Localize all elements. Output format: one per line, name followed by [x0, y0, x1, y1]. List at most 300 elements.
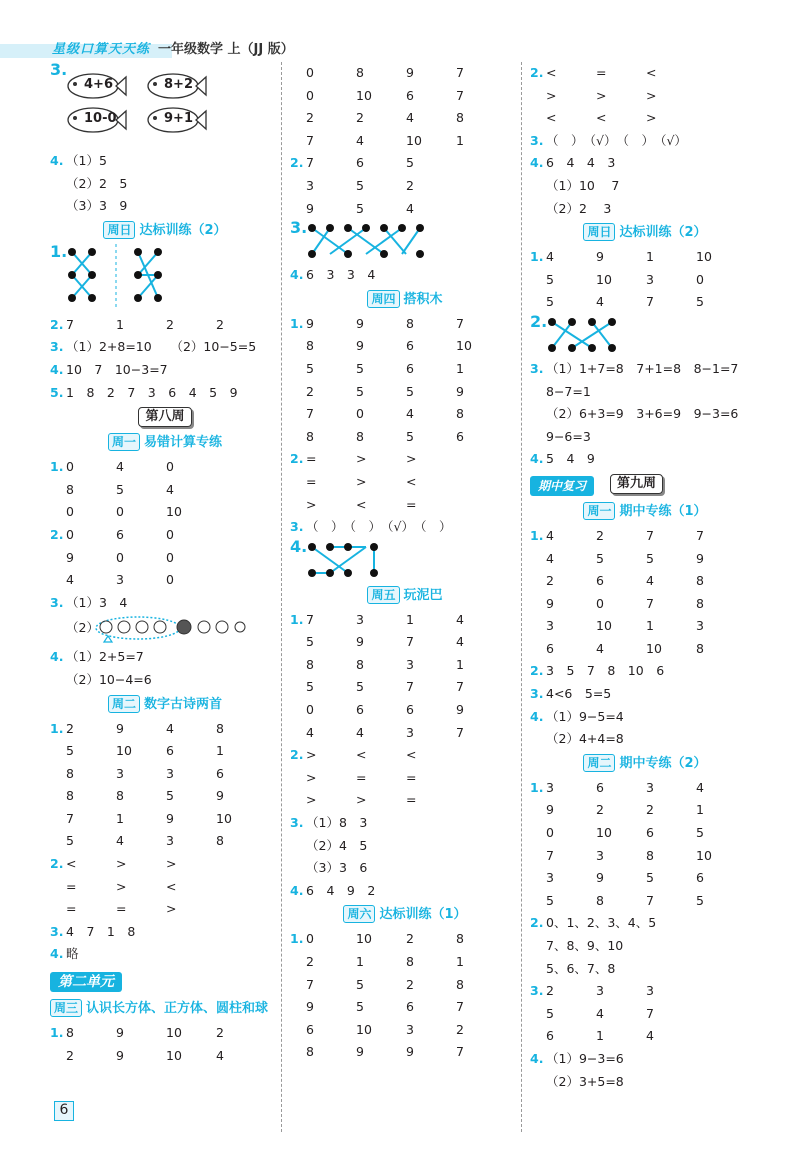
answer-cell: 9	[116, 1025, 124, 1041]
answer-row	[530, 107, 760, 130]
answer-cell: 3	[596, 847, 604, 863]
answer-cell: 2	[406, 976, 414, 992]
answer-row	[530, 728, 760, 751]
answer-cell: 9	[456, 702, 464, 718]
column-divider-1	[281, 62, 282, 1132]
answer-text: 5、6、7、8	[546, 960, 616, 976]
answer-cell: 5	[356, 383, 364, 399]
answer-row	[290, 494, 520, 517]
question-number: 4.	[50, 153, 64, 168]
answer-cell: 7	[646, 1005, 654, 1021]
answer-cell: >	[406, 451, 417, 467]
answer-text: 4 7 1 8	[66, 923, 136, 939]
question-number: 1.	[530, 527, 544, 543]
section-heading	[290, 287, 520, 313]
answer-text: 6 3 3 4	[306, 267, 376, 283]
answer-cell: 7	[456, 65, 464, 80]
dot-matching-diagram	[306, 220, 436, 264]
answer-row	[530, 358, 760, 381]
answer-row	[50, 669, 280, 692]
section-tag: 周四	[367, 290, 399, 308]
section-title: 数字古诗两首	[144, 696, 223, 712]
answer-cell: =	[116, 901, 127, 917]
question-number: 2.	[50, 856, 64, 872]
answer-cell: 0	[356, 406, 364, 422]
answer-row	[530, 660, 760, 683]
answer-cell: 8	[696, 640, 704, 656]
dot-matching-question	[530, 311, 760, 358]
section-title: 认识长方体、正方体、圆柱和球	[86, 1001, 269, 1017]
answer-cell: 3	[646, 983, 654, 999]
answer-row	[290, 812, 520, 835]
answer-row	[290, 767, 520, 790]
answer-cell: >	[546, 87, 557, 103]
dot-matching-question	[290, 220, 520, 264]
answer-row	[290, 789, 520, 812]
answer-cell: 3	[546, 779, 554, 795]
answer-row	[50, 921, 280, 944]
answer-cell: >	[116, 856, 127, 872]
answer-row	[290, 107, 520, 130]
answer-row	[290, 471, 520, 494]
answer-row	[50, 830, 280, 853]
answer-cell: >	[166, 856, 177, 872]
answer-cell: 5	[356, 999, 364, 1015]
answer-cell: 2	[306, 954, 314, 969]
answer-cell: 1	[116, 316, 124, 332]
answer-cell: 8	[406, 315, 414, 331]
answer-row	[290, 928, 520, 951]
section-title: 期中专练（2）	[619, 755, 707, 771]
answer-cell: 4	[356, 724, 364, 740]
answer-cell: 6	[696, 870, 704, 886]
answer-row	[290, 198, 520, 221]
fish-expression: 8+2	[164, 77, 193, 92]
answer-row	[50, 740, 280, 763]
answer-cell: >	[356, 451, 367, 467]
answer-cell: 6	[116, 526, 124, 542]
answer-cell: 0	[306, 65, 314, 80]
answer-row	[530, 822, 760, 845]
answer-cell: 5	[406, 383, 414, 399]
answer-cell: 0	[306, 87, 314, 103]
answer-row	[530, 85, 760, 108]
answer-cell: 10	[356, 1021, 372, 1037]
answer-cell: 1	[646, 249, 654, 265]
answer-cell: 6	[596, 573, 604, 589]
answer-text: （3）3 9	[66, 198, 128, 214]
answer-row	[50, 853, 280, 876]
answer-text: （1）3 4	[66, 594, 128, 610]
answer-cell: 7	[456, 87, 464, 103]
answer-cell: <	[546, 110, 557, 126]
answer-cell: 10	[596, 618, 612, 634]
answer-row	[50, 547, 280, 570]
unit-label: 第二单元	[50, 972, 122, 992]
answer-cell: 7	[306, 132, 314, 148]
section-heading	[50, 996, 280, 1022]
answer-cell: 4	[116, 833, 124, 849]
question-number: 4.	[530, 1050, 544, 1066]
answer-cell: 0	[166, 459, 174, 475]
answer-row	[290, 1019, 520, 1042]
answer-row	[530, 570, 760, 593]
answer-text: （2）2 5	[66, 175, 128, 191]
answer-row	[290, 85, 520, 108]
answer-cell: =	[66, 878, 77, 894]
answer-cell: 6	[406, 360, 414, 376]
dot-matching-diagram	[546, 314, 646, 358]
answer-row	[290, 175, 520, 198]
answer-cell: 3	[546, 618, 554, 634]
answer-row	[530, 683, 760, 706]
answer-cell: 8	[696, 595, 704, 611]
answer-cell: 2	[166, 316, 174, 332]
answer-cell: 7	[646, 892, 654, 908]
answer-cell: 9	[356, 1044, 364, 1060]
question-number: 4.	[290, 882, 304, 898]
question-number: 4.	[290, 267, 304, 283]
answer-cell: 4	[596, 1005, 604, 1021]
answer-cell: 7	[456, 1044, 464, 1060]
answer-cell: >	[166, 901, 177, 917]
answer-cell: =	[356, 769, 367, 785]
answer-row	[530, 935, 760, 958]
answer-text: （1）2+8=10 （2）10−5=5	[66, 339, 257, 355]
answer-cell: 6	[406, 702, 414, 718]
answer-cell: >	[356, 473, 367, 489]
answer-text: （1）9−3=6	[546, 1050, 624, 1066]
question-number: 4.	[530, 451, 544, 467]
answer-cell: 2	[306, 110, 314, 126]
answer-cell: 4	[166, 720, 174, 736]
answer-cell: 8	[356, 65, 364, 80]
answer-cell: 9	[306, 200, 314, 216]
answer-text: （2）10−4=6	[66, 671, 152, 687]
answer-text: 8−7=1	[546, 383, 591, 399]
answer-cell: 2	[66, 720, 74, 736]
answer-text: 7、8、9、10	[546, 938, 624, 953]
answer-row	[50, 763, 280, 786]
answer-cell: 5	[646, 550, 654, 566]
answer-row	[290, 951, 520, 974]
column-3	[530, 62, 760, 1093]
answer-row	[50, 382, 280, 405]
answer-cell: 3	[596, 983, 604, 999]
answer-cell: 10	[116, 743, 132, 759]
question-number: 3.	[290, 218, 308, 238]
answer-row	[530, 448, 760, 471]
answer-cell: 0	[166, 526, 174, 542]
answer-cell: 10	[696, 249, 712, 265]
question-number: 2.	[530, 65, 544, 80]
answer-cell: 4	[646, 573, 654, 589]
answer-row	[50, 173, 280, 196]
answer-cell: 8	[306, 428, 314, 444]
answer-cell: <	[166, 878, 177, 894]
answer-text: （1）9−5=4	[546, 708, 624, 724]
week-label: 第九周	[610, 474, 663, 494]
answer-cell: 1	[456, 360, 464, 376]
answer-cell: 3	[406, 1021, 414, 1037]
week-heading	[50, 404, 280, 430]
fish-expression: 10-0	[84, 111, 117, 126]
answer-cell: 5	[356, 200, 364, 216]
animal-sequence-illustration	[94, 614, 274, 646]
question-number: 3.	[50, 594, 64, 610]
answer-cell: 1	[456, 656, 464, 672]
answer-cell: 8	[456, 976, 464, 992]
answer-cell: >	[306, 747, 317, 763]
answer-cell: 8	[116, 788, 124, 804]
answer-cell: 8	[406, 954, 414, 969]
answer-row	[50, 336, 280, 359]
answer-cell: 9	[356, 634, 364, 650]
answer-cell: >	[306, 496, 317, 512]
answer-cell: 2	[546, 573, 554, 589]
answer-text: 6 4 9 2	[306, 882, 376, 898]
answer-cell: 0	[306, 931, 314, 947]
column-2	[290, 62, 520, 1064]
answer-cell: 4	[646, 1028, 654, 1044]
answer-cell: 10	[166, 1047, 182, 1063]
answer-cell: 2	[406, 931, 414, 947]
answer-cell: 8	[646, 847, 654, 863]
answer-cell: 6	[406, 999, 414, 1015]
answer-cell: 1	[646, 618, 654, 634]
answer-cell: 5	[66, 743, 74, 759]
answer-cell: 7	[646, 294, 654, 310]
answer-cell: 10	[596, 271, 612, 287]
answer-cell: 1	[406, 611, 414, 627]
answer-cell: 9	[356, 315, 364, 331]
question-number: 4.	[530, 155, 544, 171]
question-number: 4.	[530, 708, 544, 724]
answer-cell: 6	[166, 743, 174, 759]
answer-row	[530, 890, 760, 913]
answer-row	[530, 958, 760, 981]
answer-cell: 10	[696, 847, 712, 863]
question-number: 3.	[290, 815, 304, 831]
answer-cell: 10	[406, 132, 422, 148]
answer-cell: >	[116, 878, 127, 894]
midterm-label: 期中复习	[530, 476, 594, 496]
answer-cell: 0	[66, 504, 74, 520]
answer-text: 略	[66, 946, 79, 962]
answer-cell: 9	[546, 595, 554, 611]
section-tag: 周二	[583, 754, 615, 772]
answer-row	[530, 845, 760, 868]
answer-cell: =	[406, 769, 417, 785]
answer-cell: 10	[356, 87, 372, 103]
answer-text: （1）5	[66, 153, 107, 168]
section-heading	[530, 220, 760, 246]
fish-icon	[66, 72, 128, 100]
answer-row	[530, 777, 760, 800]
answer-row	[290, 335, 520, 358]
answer-cell: 7	[66, 316, 74, 332]
answer-cell: 3	[116, 765, 124, 781]
question-number: 3.	[50, 339, 64, 355]
column-1	[50, 62, 280, 1067]
answer-text: （1）2+5=7	[66, 649, 144, 665]
answer-cell: 8	[456, 931, 464, 947]
answer-cell: =	[66, 901, 77, 917]
answer-cell: 8	[356, 656, 364, 672]
answer-cell: 7	[546, 847, 554, 863]
answer-row	[530, 867, 760, 890]
answer-cell: 6	[216, 765, 224, 781]
answer-cell: 0	[546, 825, 554, 841]
question-number: 2.	[530, 915, 544, 931]
section-heading	[50, 218, 280, 244]
answer-row	[50, 592, 280, 615]
answer-cell: 5	[356, 976, 364, 992]
question-number: 2.	[290, 155, 304, 171]
fish-icon	[146, 106, 208, 134]
answer-cell: 0	[116, 504, 124, 520]
answer-row	[290, 996, 520, 1019]
answer-cell: 5	[116, 481, 124, 497]
answer-cell: >	[646, 110, 657, 126]
answer-cell: 10	[166, 504, 182, 520]
question-number: 1.	[290, 315, 304, 331]
answer-cell: <	[356, 496, 367, 512]
answer-row	[290, 880, 520, 903]
question-number: 5.	[50, 384, 64, 400]
answer-cell: 9	[696, 550, 704, 566]
answer-row	[530, 706, 760, 729]
answer-row	[50, 808, 280, 831]
answer-cell: 0	[306, 702, 314, 718]
answer-cell: 7	[306, 976, 314, 992]
answer-text: （1）10 7	[546, 177, 620, 193]
answer-cell: 6	[456, 428, 464, 444]
question-number: 3.	[50, 923, 64, 939]
answer-row	[290, 676, 520, 699]
answer-row	[530, 638, 760, 661]
answer-cell: 5	[406, 428, 414, 444]
fish-expression: 9+1	[164, 111, 193, 126]
section-title: 达标训练（1）	[379, 907, 467, 923]
answer-row	[530, 246, 760, 269]
midterm-heading	[530, 471, 760, 499]
answer-row	[50, 646, 280, 669]
answer-cell: 2	[546, 983, 554, 999]
answer-cell: 7	[456, 724, 464, 740]
answer-cell: 3	[166, 765, 174, 781]
answer-cell: 4	[356, 132, 364, 148]
answer-row	[50, 943, 280, 966]
answer-cell: 4	[546, 527, 554, 543]
answer-cell: 8	[216, 833, 224, 849]
answer-cell: 3	[306, 177, 314, 193]
section-tag: 周六	[343, 905, 375, 923]
answer-text: （1）8 3	[306, 815, 368, 831]
answer-text: （ ） （√） （ ） （√）	[546, 132, 687, 148]
answer-cell: 4	[596, 640, 604, 656]
answer-cell: 3	[166, 833, 174, 849]
answer-cell: 5	[356, 360, 364, 376]
answer-row	[530, 62, 760, 85]
answer-cell: 4	[696, 779, 704, 795]
answer-row	[50, 524, 280, 547]
answer-cell: 3	[646, 271, 654, 287]
answer-cell: 6	[546, 640, 554, 656]
answer-row	[530, 198, 760, 221]
answer-cell: 10	[356, 931, 372, 947]
answer-cell: 4	[596, 294, 604, 310]
answer-text: 3 5 7 8 10 6	[546, 663, 665, 679]
answer-text: （2）2 3	[546, 200, 612, 216]
answer-cell: 8	[66, 481, 74, 497]
answer-text: （1）1+7=8 7+1=8 8−1=7	[546, 360, 739, 376]
answer-cell: 8	[356, 428, 364, 444]
answer-cell: >	[646, 87, 657, 103]
answer-cell: 7	[456, 999, 464, 1015]
answer-row	[290, 448, 520, 471]
answer-row	[50, 1045, 280, 1068]
section-tag: 周三	[50, 999, 82, 1017]
answer-cell: =	[306, 473, 317, 489]
answer-row	[530, 426, 760, 449]
answer-row	[290, 130, 520, 153]
answer-cell: =	[596, 65, 607, 80]
section-heading	[290, 583, 520, 609]
answer-text: 4<6 5=5	[546, 686, 612, 702]
section-tag: 周一	[583, 502, 615, 520]
question-number: 2.	[530, 663, 544, 679]
answer-cell: 9	[596, 249, 604, 265]
answer-cell: 1	[696, 802, 704, 818]
answer-cell: 2	[216, 1025, 224, 1041]
question-number: 3.	[530, 360, 544, 376]
question-number: 4.	[50, 361, 64, 377]
answer-cell: 8	[456, 110, 464, 126]
question-number: 2.	[50, 316, 64, 332]
answer-cell: 9	[166, 810, 174, 826]
answer-cell: 1	[456, 954, 464, 969]
answer-cell: 6	[596, 779, 604, 795]
answer-cell: 5	[696, 892, 704, 908]
answer-cell: >	[356, 792, 367, 808]
answer-text: （2）6+3=9 3+6=9 9−3=6	[546, 406, 739, 422]
dot-matching-diagram	[306, 539, 396, 583]
answer-row	[530, 1048, 760, 1071]
answer-cell: =	[406, 792, 417, 808]
answer-cell: 5	[546, 294, 554, 310]
header-brand: 星级口算天天练	[52, 42, 151, 57]
answer-row	[290, 835, 520, 858]
answer-row	[290, 744, 520, 767]
answer-cell: 8	[696, 573, 704, 589]
answer-row	[290, 62, 520, 85]
answer-row	[530, 175, 760, 198]
answer-cell: 8	[66, 788, 74, 804]
answer-row	[290, 631, 520, 654]
answer-cell: <	[646, 65, 657, 80]
answer-cell: 5	[546, 1005, 554, 1021]
answer-row	[530, 980, 760, 1003]
answer-cell: 5	[306, 360, 314, 376]
answer-text: （2）	[66, 620, 99, 636]
section-title: 达标训练（2）	[619, 225, 707, 241]
answer-cell: 5	[166, 788, 174, 804]
answer-cell: 8	[306, 656, 314, 672]
answer-cell: 2	[456, 1021, 464, 1037]
question-number: 2.	[290, 747, 304, 763]
answer-cell: 5	[546, 271, 554, 287]
